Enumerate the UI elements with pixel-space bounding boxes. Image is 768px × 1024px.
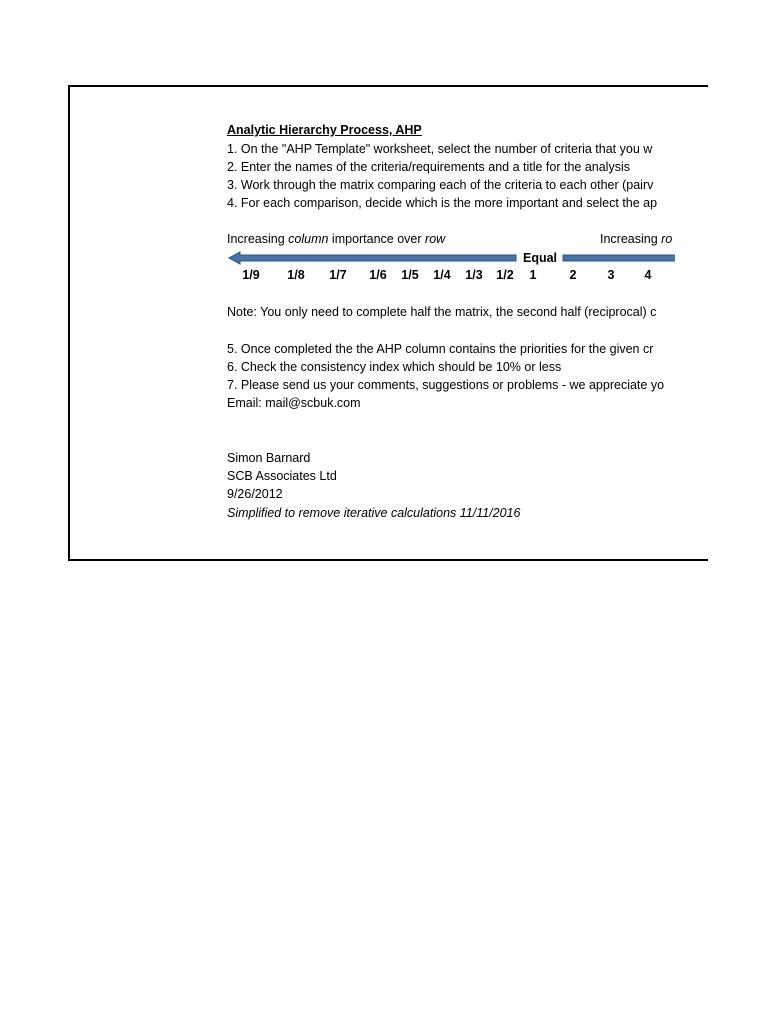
right-scale-label: Increasing ro	[600, 232, 673, 246]
scale-value: 1/2	[496, 268, 514, 282]
step-3: 3. Work through the matrix comparing each of the criteria to each other (pairv	[227, 178, 654, 192]
author-company: SCB Associates Ltd	[227, 469, 337, 483]
step-5: 5. Once completed the the AHP column contains the priorities for the given cr	[227, 342, 654, 356]
scale-value: 1	[529, 268, 537, 282]
note-text: Note: You only need to complete half the matrix, the second half (reciprocal) c	[227, 305, 657, 319]
step-2: 2. Enter the names of the criteria/requirements and a title for the analysis	[227, 160, 630, 174]
right-arrow	[562, 251, 675, 265]
scale-value: 3	[607, 268, 615, 282]
scale-value: 1/3	[465, 268, 483, 282]
left-arrow	[228, 251, 518, 265]
revision-note: Simplified to remove iterative calculations 11/11/2016	[227, 506, 521, 520]
scale-value: 1/9	[242, 268, 260, 282]
step-7: 7. Please send us your comments, suggestions or problems - we appreciate yo	[227, 378, 665, 392]
equal-label: Equal	[523, 251, 558, 265]
author-name: Simon Barnard	[227, 451, 311, 465]
scale-value: 1/8	[287, 268, 305, 282]
scale-value: 4	[644, 268, 652, 282]
scale-value: 1/7	[329, 268, 347, 282]
step-6: 6. Check the consistency index which should be 10% or less	[227, 360, 562, 374]
scale-value: 1/4	[433, 268, 451, 282]
step-4: 4. For each comparison, decide which is the more important and select the ap	[227, 196, 658, 210]
scale-value: 2	[569, 268, 577, 282]
left-scale-label: Increasing column importance over row	[227, 232, 446, 246]
doc-title: Analytic Hierarchy Process, AHP	[227, 123, 422, 137]
email-line: Email: mail@scbuk.com	[227, 396, 361, 410]
scale-value: 1/6	[369, 268, 387, 282]
step-1: 1. On the "AHP Template" worksheet, select the number of criteria that you w	[227, 142, 653, 156]
author-date: 9/26/2012	[227, 487, 283, 501]
scale-value: 1/5	[401, 268, 419, 282]
